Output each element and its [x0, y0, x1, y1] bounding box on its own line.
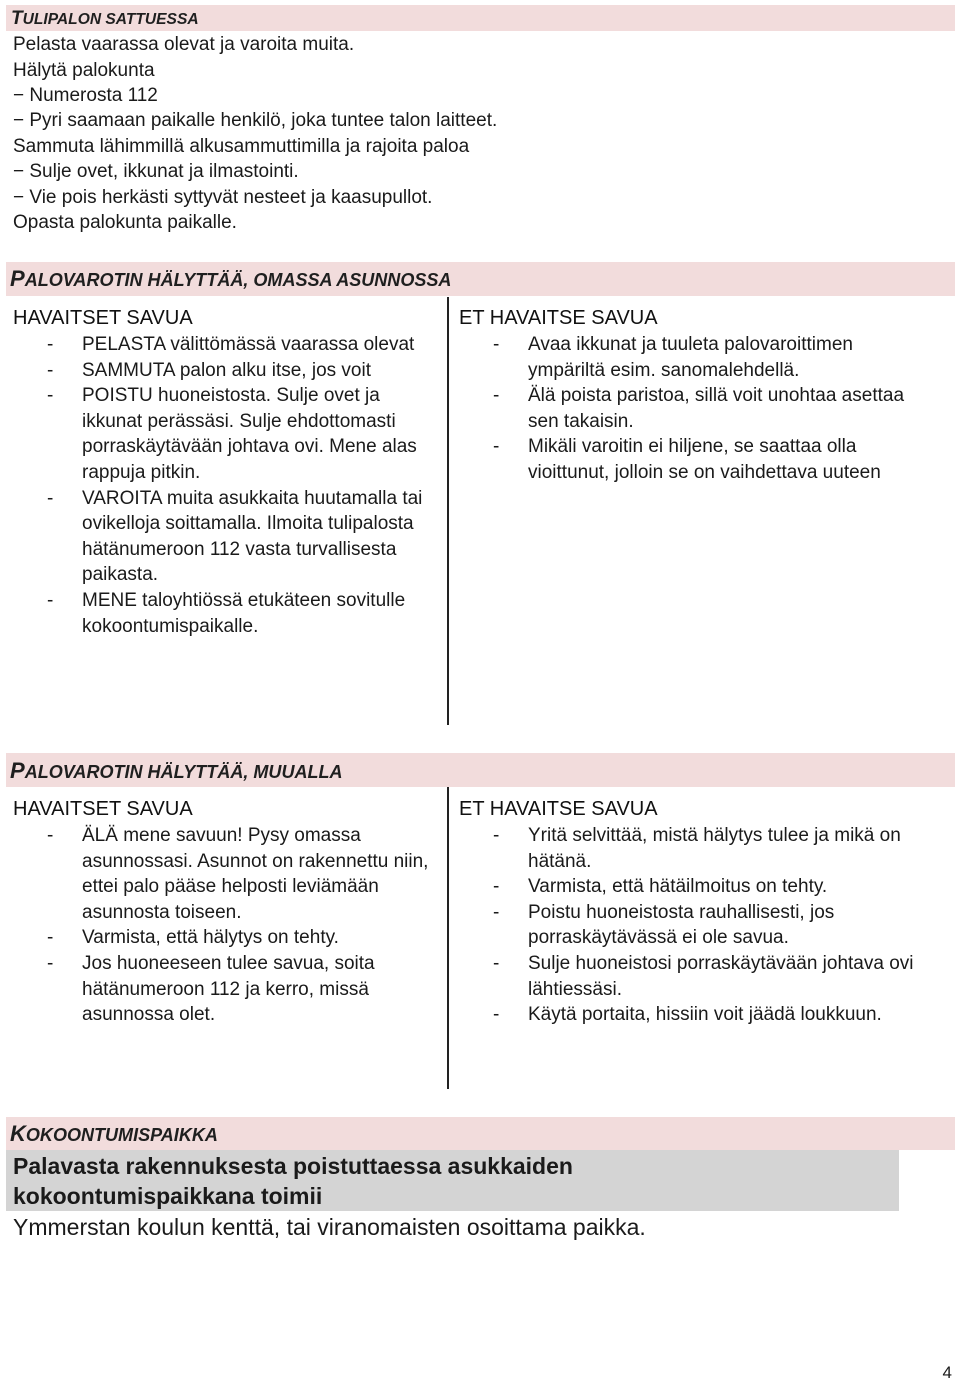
list-item: - VAROITA muita asukkaita huutamalla tai ovikelloja soittamalla. Ilmoita tulipalosta hätänumeroon 112 vasta turvallisesta paikasta. — [47, 487, 423, 586]
list-item: - Jos huoneeseen tulee savua, soita hätänumeroon 112 ja kerro, missä asunnossa olet. — [47, 952, 375, 1026]
instruction-line: Sammuta lähimmillä alkusammuttimilla ja rajoita paloa — [13, 136, 470, 157]
meeting-point-highlight-line: kokoontumispaikkana toimii — [13, 1183, 323, 1209]
section-heading-own-apartment — [10, 263, 451, 296]
list-item: - MENE taloyhtiössä etukäteen sovitulle kokoontumispaikalle. — [47, 589, 406, 637]
instruction-line: Opasta palokunta paikalle. — [13, 212, 237, 233]
heading-initial: T — [11, 8, 23, 29]
column-divider — [447, 297, 449, 725]
list-item: - Yritä selvittää, mistä hälytys tulee ja mikä on hätänä. — [493, 825, 901, 872]
heading-initial: P — [10, 266, 25, 291]
smoke-seen-list — [15, 823, 445, 1028]
instruction-line: Pelasta vaarassa olevat ja varoita muita. — [13, 34, 355, 55]
list-item: - Varmista, että hälytys on tehty. — [47, 927, 339, 949]
list-item: - Mikäli varoitin ei hiljene, se saattaa olla vioittunut, jolloin se on vaihdettava uuteen — [493, 436, 881, 483]
section-heading-elsewhere — [10, 755, 343, 788]
instruction-line: − Pyri saamaan paikalle henkilö, joka tuntee talon laitteet. — [13, 110, 498, 131]
heading-rest: ALOVAROTIN HÄLYTTÄÄ, MUUALLA — [24, 762, 343, 782]
section-heading-tulipalo — [11, 7, 199, 32]
heading-rest: ULIPALON SATTUESSA — [22, 11, 199, 28]
column-title-smoke-seen: HAVAITSET SAVUA — [13, 798, 193, 820]
section-heading-meeting-point — [10, 1118, 218, 1151]
column-divider — [447, 787, 449, 1089]
meeting-point-location: Ymmerstan koulun kenttä, tai viranomaisten osoittama paikka. — [13, 1214, 646, 1240]
list-item: - ÄLÄ mene savuun! Pysy omassa asunnossasi. Asunnot on rakennettu niin, ettei palo pääse helposti leviämään asunnosta toiseen. — [47, 825, 429, 923]
list-item: - Avaa ikkunat ja tuuleta palovaroittimen ympäriltä esim. sanomalehdellä. — [493, 334, 853, 381]
heading-rest: ALOVAROTIN HÄLYTTÄÄ, OMASSA ASUNNOSSA — [24, 270, 452, 290]
list-item: - Poistu huoneistosta rauhallisesti, jos porraskäytävässä ei ole savua. — [493, 901, 835, 949]
heading-rest: OKOONTUMISPAIKKA — [25, 1125, 218, 1145]
no-smoke-list — [461, 332, 921, 486]
instruction-line: − Sulje ovet, ikkunat ja ilmastointi. — [13, 161, 299, 182]
list-item: - Käytä portaita, hissiin voit jäädä loukkuun. — [493, 1004, 882, 1026]
list-item: - PELASTA välittömässä vaarassa olevat — [47, 334, 415, 355]
instruction-line: − Vie pois herkästi syttyvät nesteet ja kaasupullot. — [13, 187, 433, 208]
list-item: - POISTU huoneistosta. Sulje ovet ja ikkunat perässäsi. Sulje ehdottomasti porraskäytävään johtava ovi. Mene alas rappuja pitkin. — [47, 385, 417, 483]
meeting-point-highlight-line: Palavasta rakennuksesta poistuttaessa asukkaiden — [13, 1153, 573, 1179]
list-item: - SAMMUTA palon alku itse, jos voit — [47, 359, 371, 381]
instruction-line: − Numerosta 112 — [13, 85, 158, 106]
smoke-seen-list — [15, 332, 445, 639]
no-smoke-list — [461, 823, 921, 1028]
heading-initial: P — [10, 758, 25, 783]
heading-initial: K — [10, 1121, 26, 1146]
list-item: - Älä poista paristoa, sillä voit unohtaa asettaa sen takaisin. — [493, 385, 905, 432]
list-item: - Sulje huoneistosi porraskäytävään johtava ovi lähtiessäsi. — [493, 952, 914, 1000]
instruction-line: Hälytä palokunta — [13, 60, 155, 81]
column-title-no-smoke: ET HAVAITSE SAVUA — [459, 798, 658, 820]
list-item: - Varmista, että hätäilmoitus on tehty. — [493, 876, 828, 898]
page-number: 4 — [942, 1363, 952, 1382]
column-title-no-smoke: ET HAVAITSE SAVUA — [459, 307, 658, 329]
column-title-smoke-seen: HAVAITSET SAVUA — [13, 307, 193, 329]
